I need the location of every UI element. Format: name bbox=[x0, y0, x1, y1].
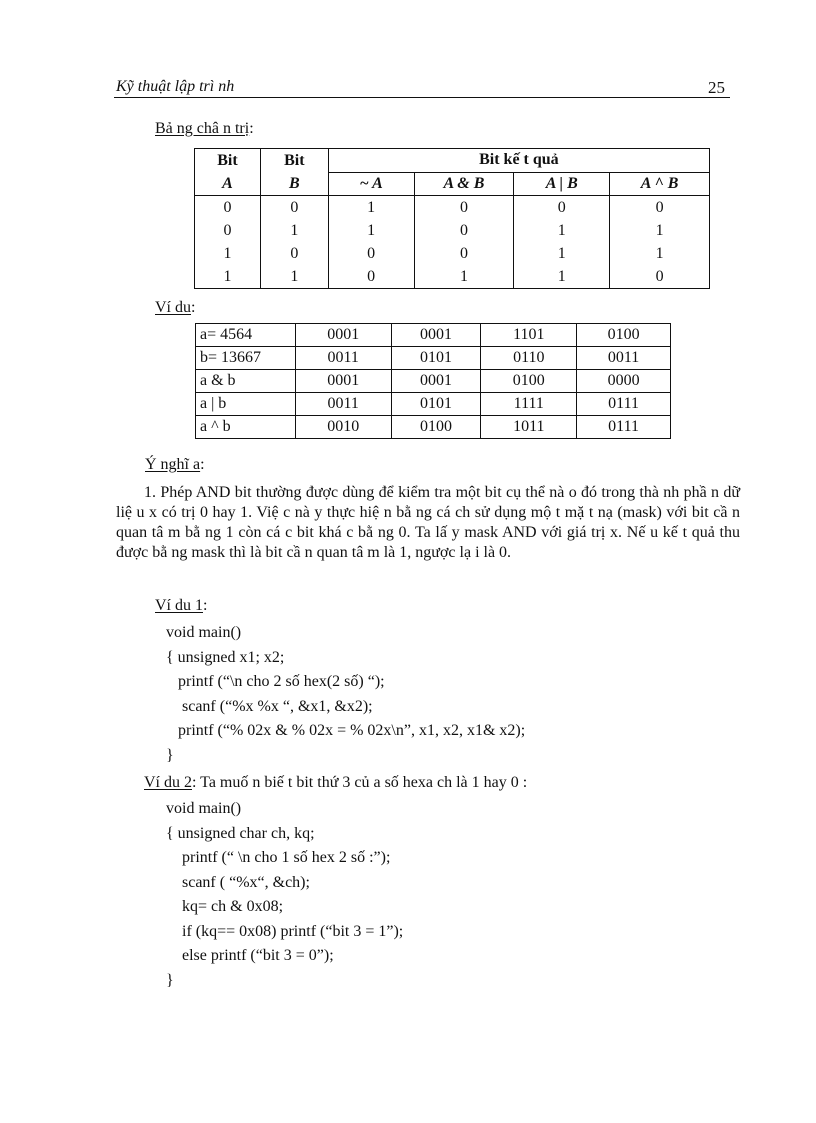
table-row: b= 13667 0011 0101 0110 0011 bbox=[196, 347, 671, 370]
header-bit-b: Bit bbox=[260, 149, 328, 173]
table-row: a & b 0001 0001 0100 0000 bbox=[196, 370, 671, 393]
truth-table-label: Bả ng châ n trị: bbox=[155, 120, 254, 137]
header-title: Kỹ thuật lập trì nh bbox=[116, 78, 235, 95]
header-not-a: ~ A bbox=[328, 172, 414, 196]
example1-code: void main() { unsigned x1; x2; printf (“\n cho 2 số hex(2 số) “); scanf (“%x %x “, &x1, &x2); printf (“% 02x & % 02x = % 02x\n”, x1, x2, x1& x2); } bbox=[166, 624, 526, 764]
page-number: 25 bbox=[708, 78, 725, 97]
truth-table bbox=[194, 148, 710, 289]
header-xor: A ^ B bbox=[610, 172, 710, 196]
header-and: A & B bbox=[414, 172, 514, 196]
header-a: A bbox=[195, 172, 261, 196]
example1-label: Ví du 1: bbox=[155, 597, 208, 614]
table-row: a= 4564 0001 0001 1101 0100 bbox=[196, 324, 671, 347]
example-table bbox=[195, 323, 671, 439]
table-row: 1 1 0 1 1 0 bbox=[195, 265, 710, 289]
table-row: 1 0 0 0 1 1 bbox=[195, 242, 710, 265]
header-or: A | B bbox=[514, 172, 610, 196]
example2-heading bbox=[144, 774, 527, 792]
meaning-label: Ý nghĩ a: bbox=[145, 456, 205, 473]
table-row: 0 1 1 0 1 1 bbox=[195, 219, 710, 242]
header-rule bbox=[114, 97, 730, 98]
table-row: 0 0 1 0 0 0 bbox=[195, 196, 710, 220]
header-bit-result: Bit kế t quả bbox=[328, 149, 709, 173]
header-b: B bbox=[260, 172, 328, 196]
meaning-paragraph: 1. Phép AND bit thường được dùng để kiểm tra một bit cụ thể nà o đó trong thà nh phầ n dữ liệ u x có trị 0 hay 1. Việ c nà y thực hiệ n bằ ng cá ch sử dụng mộ t mặ t nạ (mask) với bit cầ n quan tâ m bằ ng 1 còn cá c bit khá c bằ ng 0. Ta lấ y mask AND với giá trị x. Nế u kế t quả thu được bằ ng mask thì là bit cầ n quan tâ m là 1, ngược lạ i là 0. bbox=[116, 484, 740, 561]
header-bit-a: Bit bbox=[195, 149, 261, 173]
table-row: a | b 0011 0101 1111 0111 bbox=[196, 393, 671, 416]
example2-code: void main() { unsigned char ch, kq; printf (“ \n cho 1 số hex 2 số :”); scanf ( “%x“, &ch); kq= ch & 0x08; if (kq== 0x08) printf (“bit 3 = 1”); else printf (“bit 3 = 0”); } bbox=[166, 800, 404, 989]
example2-description: : Ta muố n biế t bit thứ 3 củ a số hexa ch là 1 hay 0 : bbox=[192, 774, 528, 791]
example2-label: Ví du 2 bbox=[144, 774, 192, 791]
table-row: a ^ b 0010 0100 1011 0111 bbox=[196, 416, 671, 439]
example-label: Ví du: bbox=[155, 299, 196, 316]
